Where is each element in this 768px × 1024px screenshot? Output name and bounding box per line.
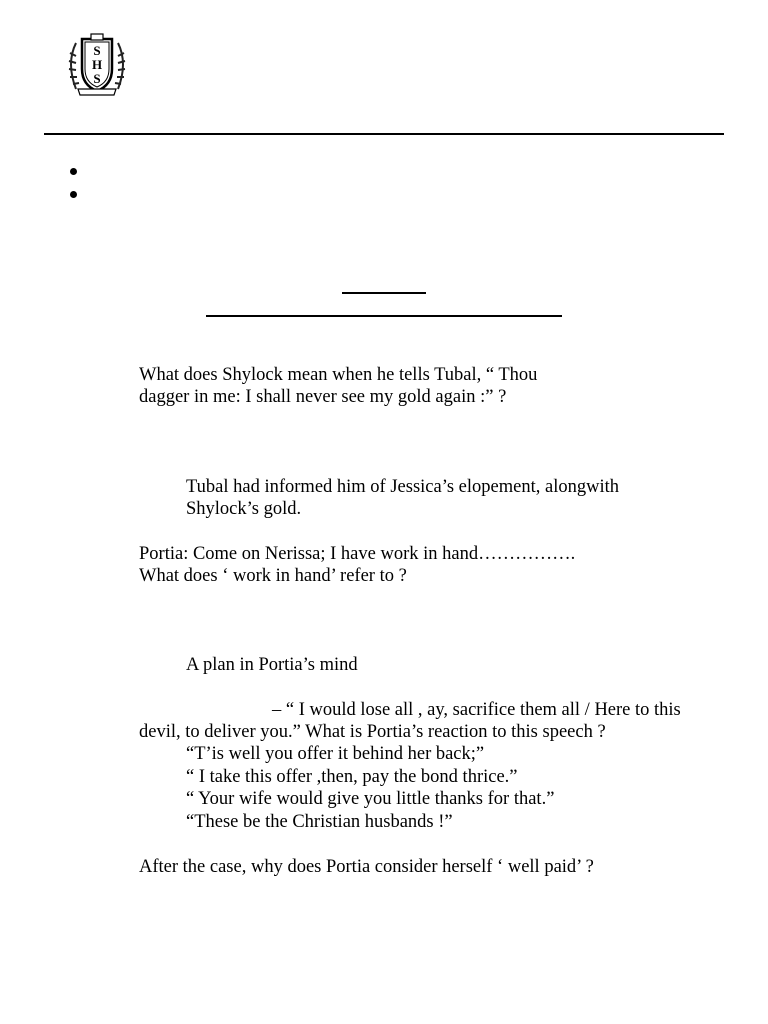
svg-text:S: S — [93, 43, 101, 58]
answer-2-line-1: A plan in Portia’s mind — [186, 655, 358, 675]
answer-3-line-3: “ Your wife would give you little thanks for that.” — [186, 789, 555, 809]
header-divider — [44, 133, 724, 135]
bullet-point-2 — [70, 191, 77, 198]
title-underline — [342, 292, 426, 294]
subtitle-underline — [206, 315, 562, 317]
question-2-line-1: Portia: Come on Nerissa; I have work in hand……………. — [139, 544, 576, 564]
question-2-line-2: What does ‘ work in hand’ refer to ? — [139, 566, 407, 586]
svg-text:S: S — [93, 71, 101, 86]
answer-1-line-1: Tubal had informed him of Jessica’s elopement, alongwith — [186, 477, 619, 497]
answer-3-line-1: “T’is well you offer it behind her back;” — [186, 744, 485, 764]
school-crest-icon — [64, 33, 130, 97]
question-3-line-2: devil, to deliver you.” What is Portia’s reaction to this speech ? — [139, 722, 606, 742]
school-crest-logo — [64, 33, 130, 97]
question-4-line-1: After the case, why does Portia consider herself ‘ well paid’ ? — [139, 857, 594, 877]
answer-1-line-2: Shylock’s gold. — [186, 499, 302, 519]
question-1-line-1: What does Shylock mean when he tells Tubal, “ Thou — [139, 365, 538, 385]
svg-text:H: H — [91, 57, 103, 72]
answer-3-line-4: “These be the Christian husbands !” — [186, 812, 453, 832]
answer-3-line-2: “ I take this offer ,then, pay the bond thrice.” — [186, 767, 518, 787]
question-1-line-2: dagger in me: I shall never see my gold again :” ? — [139, 387, 507, 407]
bullet-point-1 — [70, 168, 77, 175]
question-3-line-1: – “ I would lose all , ay, sacrifice them all / Here to this — [272, 700, 681, 720]
